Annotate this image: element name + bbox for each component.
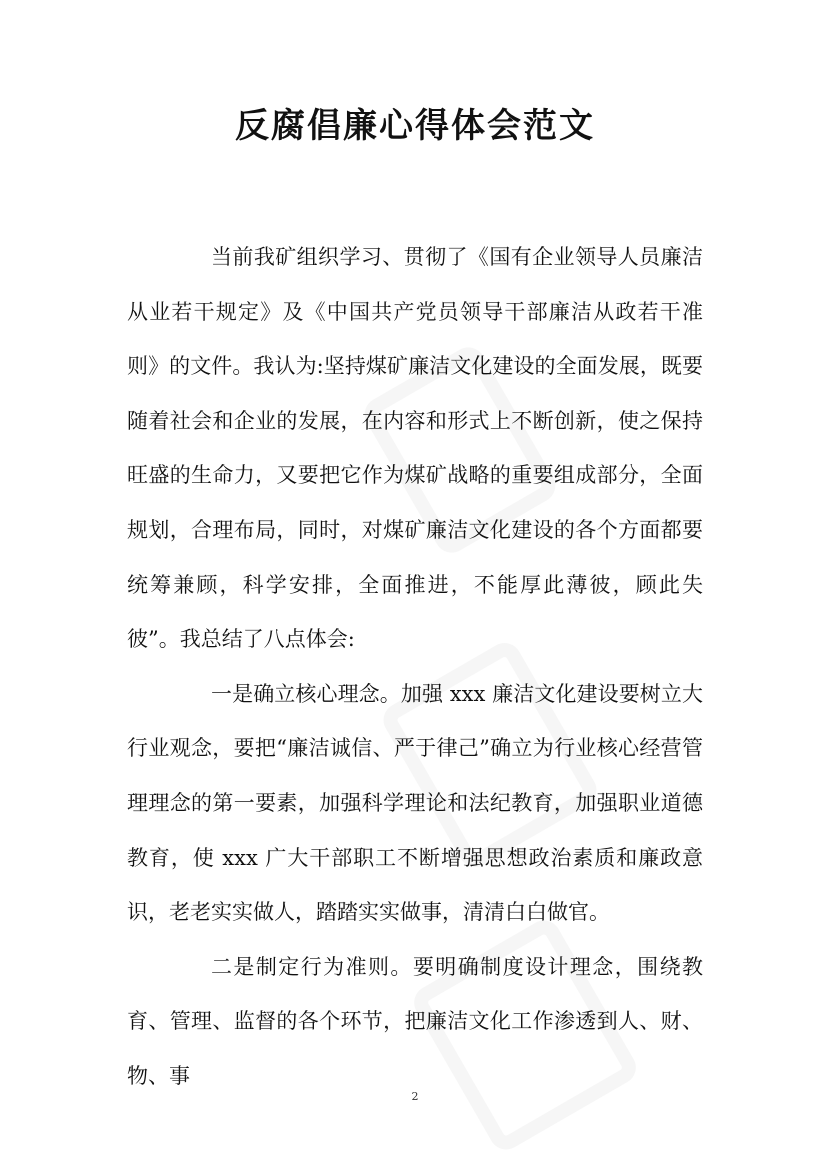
document-title: 反腐倡廉心得体会范文 [235,106,595,146]
document-body [127,230,703,1104]
paragraph-3: 二是制定行为准则。要明确制度设计理念，围绕教育、管理、监督的各个环节，把廉洁文化工作渗透到人、财、物、事 [127,954,703,1088]
paragraph-2: 一是确立核心理念。加强 xxx 廉洁文化建设要树立大行业观念，要把“廉洁诚信、严于律己”确立为行业核心经营管理理念的第一要素，加强科学理论和法纪教育，加强职业道德教育，使 xxx 广大干部职工不断增强思想政治素质和廉政意识，老老实实做人，踏踏实实做事，清清白白做官。 [127,681,703,925]
paragraph-1: 当前我矿组织学习、贯彻了《国有企业领导人员廉洁从业若干规定》及《中国共产党员领导干部廉洁从政若干准则》的文件。我认为:坚持煤矿廉洁文化建设的全面发展，既要随着社会和企业的发展，在内容和形式上不断创新，使之保持旺盛的生命力，又要把它作为煤矿战略的重要组成部分，全面规划，合理布局，同时，对煤矿廉洁文化建设的各个方面都要统筹兼顾，科学安排，全面推进，不能厚此薄彼，顾此失彼”。我总结了八点体会: [127,245,703,652]
page-number: 2 [411,1090,419,1103]
